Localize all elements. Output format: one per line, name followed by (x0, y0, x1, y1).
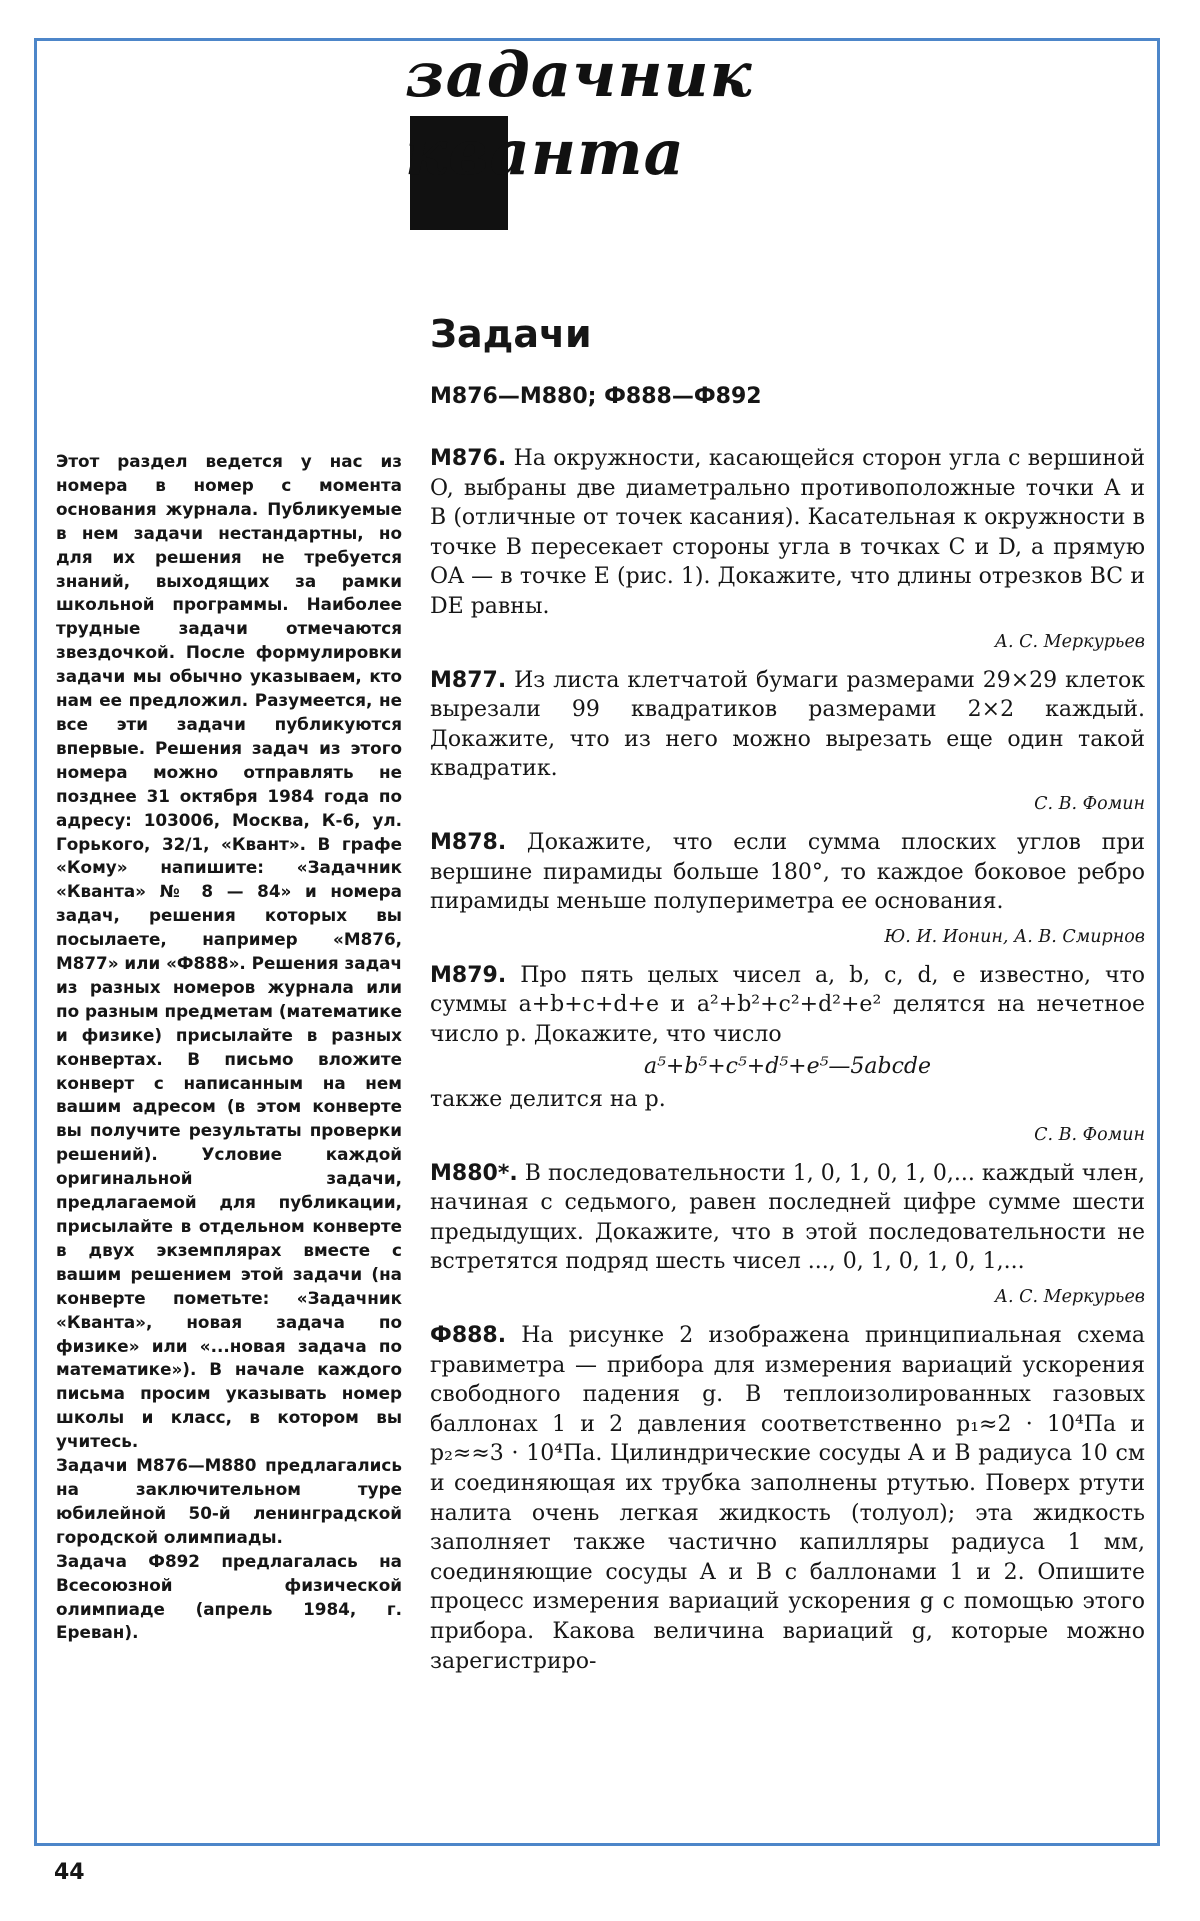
problem-author: С. В. Фомин (1034, 1124, 1145, 1145)
sidebar-notes (56, 450, 402, 1645)
problem-number: М877. (430, 667, 507, 693)
problem-m877 (430, 666, 1145, 816)
problem-m878 (430, 828, 1145, 949)
problem-body (430, 828, 1145, 917)
section-problem-codes: М876—М880; Ф888—Ф892 (430, 384, 762, 409)
problem-text: Из листа клетчатой бумаги размерами 29×29 клеток вырезали 99 квадратиков размерами 2×2 каждый. Докажите, что из него можно вырезать еще один такой квадратик. (430, 667, 1146, 782)
sidebar-paragraph-allunion: Задача Ф892 предлагалась на Всесоюзной физической олимпиаде (апрель 1984, г. Ереван). (56, 1550, 402, 1643)
problem-formula: a⁵+b⁵+c⁵+d⁵+e⁵—5abcde (643, 1053, 932, 1079)
problem-f888 (430, 1321, 1145, 1676)
sidebar-paragraph-intro: Этот раздел ведется у нас из номера в номер с момента основания журнала. Публикуемые в нем задачи нестандартны, но для их решения не требуется знаний, выходящих за рамки школьной программы. Наиболее трудные задачи отмечаются звездочкой. После формулировки задачи мы обычно указываем, кто нам ее предложил. Разумеется, не все эти задачи публикуются впервые. Решения задач из этого номера можно отправлять не позднее 31 октября 1984 года по адресу: 103006, Москва, К-6, ул. Горького, 32/1, «Квант». В графе «Кому» напишите: «Задачник «Кванта» № 8 — 84» и номера задач, решения которых вы посылаете, например «М876, М877» или «Ф888». Решения задач из разных номеров журнала или по разным предметам (математике и физике) присылайте в разных конвертах. В письмо вложите конверт с написанным на нем вашим адресом (в этом конверте вы получите результаты проверки решений). Условие каждой оригинальной задачи, предлагаемой для публикации, присылайте в отдельном конверте в двух экземплярах вместе с вашим решением этой задачи (на конверте пометьте: «Задачник «Кванта», новая задача по физике» или «...новая задача по математике»). В начале каждого письма просим указывать номер школы и класс, в котором вы учитесь. (56, 451, 402, 1452)
problem-number: М879. (430, 962, 507, 988)
problem-body (430, 444, 1145, 622)
problem-text: Докажите, что если сумма плоских углов при вершине пирамиды больше 180°, то каждое боковое ребро пирамиды меньше полупериметра ее основания. (430, 829, 1145, 915)
problem-body (430, 1321, 1145, 1676)
page-number: 44 (54, 1860, 85, 1885)
problem-author: А. С. Меркурьев (994, 1287, 1145, 1308)
problem-body (430, 666, 1145, 784)
problem-body (430, 1159, 1145, 1277)
problem-m876 (430, 444, 1145, 654)
problem-author: Ю. И. Ионин, А. В. Смирнов (884, 926, 1145, 947)
problem-text: На рисунке 2 изображена принципиальная схема гравиметра — прибора для измерения вариаций ускорения свободного падения g. В теплоизолированных газовых баллонах 1 и 2 давления соответственно p₁≈2 · 10⁴Па и p₂≈≈3 · 10⁴Па. Цилиндрические сосуды A и B радиуса 10 см и соединяющая их трубка заполнены ртутью. Поверх ртути налита очень легкая жидкость (толуол); эта жидкость заполняет также частично капилляры радиуса 1 мм, соединяющие сосуды A и B с баллонами 1 и 2. Опишите процесс измерения вариаций ускорения g с помощью этого прибора. Какова величина вариаций g, которые можно зарегистриро- (430, 1323, 1145, 1674)
problem-text: Про пять целых чисел a, b, c, d, e известно, что суммы a+b+c+d+e и a²+b²+c²+d²+e² делятся на нечетное число p. Докажите, что число (430, 962, 1145, 1047)
problem-text: В последовательности 1, 0, 1, 0, 1, 0,... каждый член, начиная с седьмого, равен последней цифре сумме шести предыдущих. Докажите, что в этой последовательности не встретятся подряд шесть чисел ..., 0, 1, 0, 1, 0, 1,... (430, 1160, 1145, 1275)
masthead-line-2: кванта (405, 116, 685, 189)
section-title: Задачи (430, 312, 592, 356)
problem-m880 (430, 1159, 1145, 1309)
problem-text-tail: также делится на p. (430, 1087, 666, 1113)
problem-text: На окружности, касающейся сторон угла с вершиной O, выбраны две диаметрально противоположные точки A и B (отличные от точек касания). Касательная к окружности в точке B пересекает стороны угла в точках C и D, а прямую OA — в точке E (рис. 1). Докажите, что длины отрезков BC и DE равны. (430, 446, 1145, 619)
problem-body (430, 961, 1145, 1050)
sidebar-paragraph-olympiad: Задачи М876—М880 предлагались на заключительном туре юбилейной 50-й ленинградской городской олимпиады. (56, 1455, 402, 1547)
problem-author: С. В. Фомин (1034, 793, 1145, 814)
masthead-line-1: задачник (405, 38, 753, 111)
problem-number: М876. (430, 446, 507, 471)
problem-m879 (430, 961, 1145, 1147)
problem-number: М880*. (430, 1160, 518, 1186)
problem-author: А. С. Меркурьев (994, 631, 1145, 652)
problem-number: Ф888. (430, 1323, 507, 1349)
problems-column (430, 444, 1145, 1685)
problem-number: М878. (430, 829, 507, 855)
